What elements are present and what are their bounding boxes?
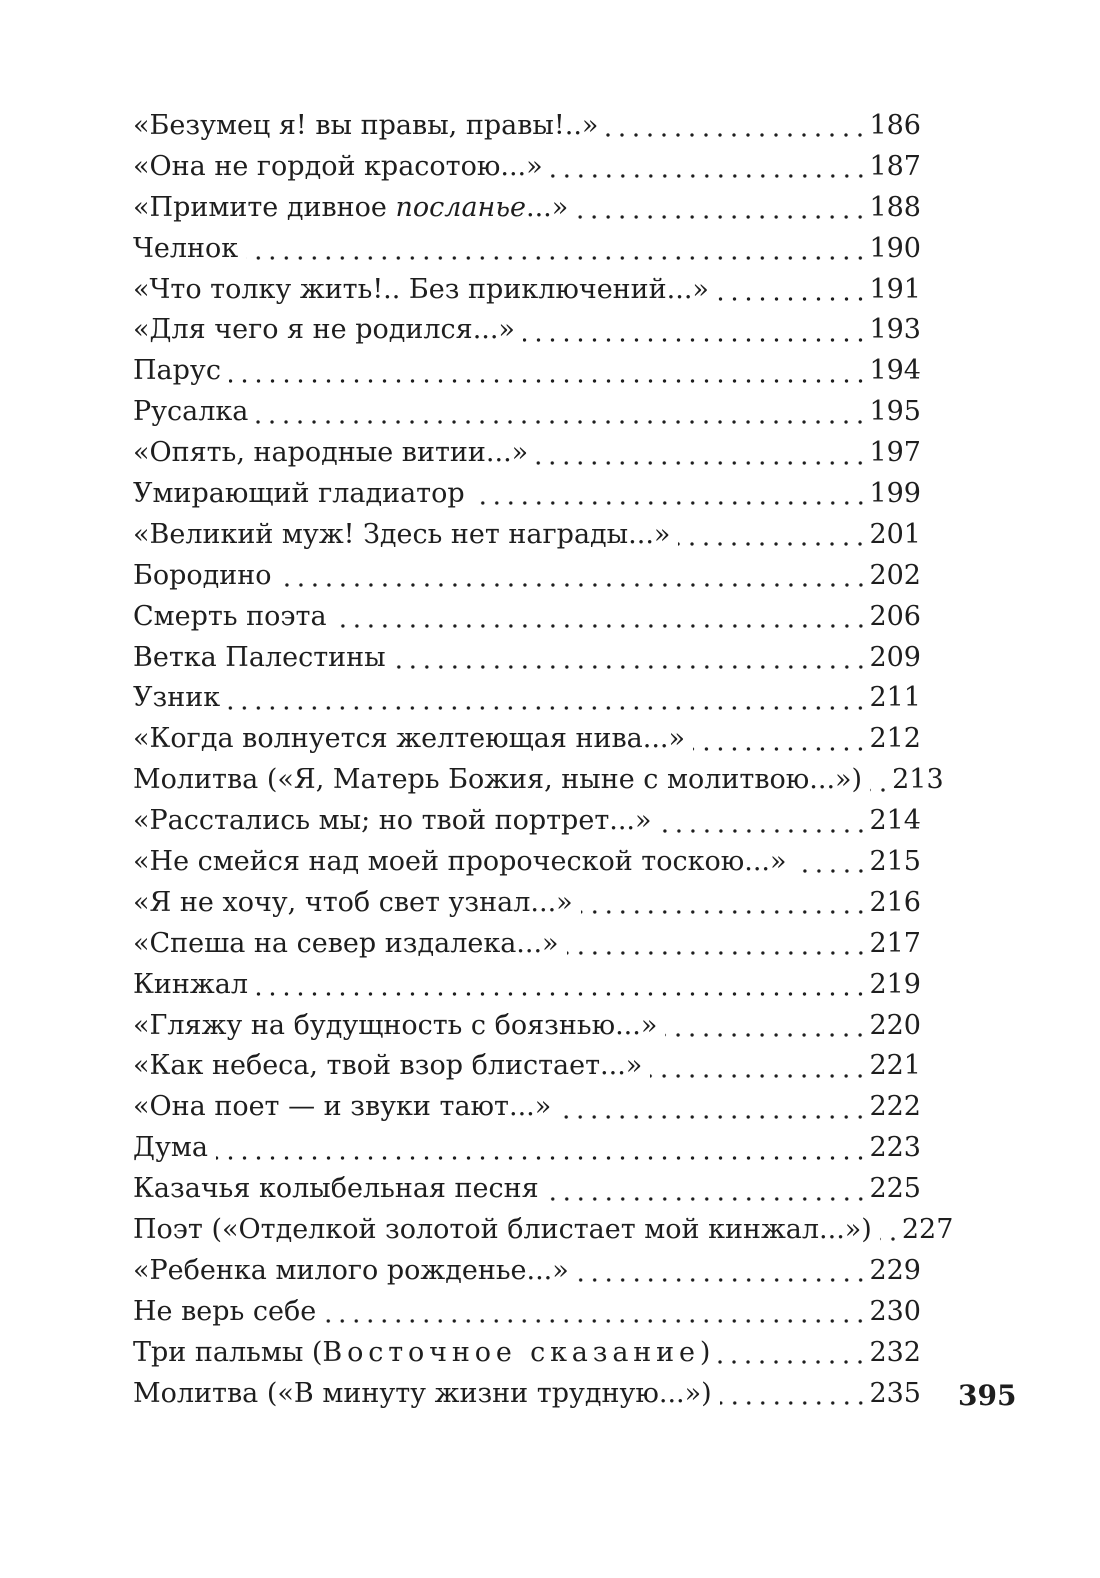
- toc-entry-page: 229: [869, 1254, 921, 1286]
- toc-entry-title: Кинжал: [133, 968, 248, 1000]
- dot-leader: [577, 1277, 868, 1283]
- toc-entry-title-part: ...»: [526, 191, 569, 223]
- toc-entry-title: Умирающий гладиатор: [133, 478, 465, 510]
- toc-entry-title: Казачья колыбельная песня: [133, 1173, 539, 1205]
- toc-entry: [133, 1128, 921, 1169]
- toc-entry-page: 235: [869, 1377, 921, 1409]
- toc-entry: [133, 515, 921, 556]
- toc-entry-page: 220: [869, 1009, 921, 1041]
- toc-entry-title: [133, 1333, 716, 1374]
- toc-entry-title: Челнок: [133, 232, 239, 264]
- toc-entry: [133, 147, 921, 188]
- toc-entry-title-part: «Примите дивное: [133, 191, 396, 223]
- toc-entry-page: 191: [869, 273, 921, 305]
- toc-entry: [133, 597, 921, 638]
- toc-entry: [133, 760, 944, 801]
- toc-entry: [133, 1333, 921, 1374]
- toc-entry-title: «Спеша на север издалека...»: [133, 927, 559, 959]
- dot-leader: [880, 1236, 900, 1242]
- toc-entry-title: [133, 188, 574, 229]
- toc-entry-title-part: посланье: [395, 191, 527, 223]
- toc-entry-title: Ветка Палестины: [133, 641, 386, 673]
- dot-leader: [547, 1196, 868, 1202]
- toc-entry: [133, 1006, 921, 1047]
- toc-entry: [133, 229, 921, 270]
- dot-leader: [559, 1114, 867, 1120]
- dot-leader: [567, 950, 868, 956]
- toc-entry: [133, 270, 921, 311]
- toc-entry-page: 227: [901, 1214, 954, 1246]
- toc-entry: [133, 801, 921, 842]
- toc-entry-page: 217: [869, 927, 921, 959]
- dot-leader: [280, 582, 868, 588]
- toc-entry-page: 201: [869, 518, 921, 550]
- toc-entry: [133, 719, 921, 760]
- dot-leader: [720, 1400, 868, 1406]
- toc-entry-page: 221: [869, 1050, 921, 1082]
- toc-entry-title: Молитва («Я, Матерь Божия, ныне с молитвою...»): [133, 764, 863, 796]
- toc-entry-page: 215: [869, 846, 921, 878]
- toc-entry-title: «Расстались мы; но твой портрет...»: [133, 805, 652, 837]
- dot-leader: [678, 541, 867, 547]
- toc-entry-page: 212: [869, 723, 921, 755]
- dot-leader: [717, 296, 868, 302]
- toc-entry-title: «Для чего я не родился...»: [133, 314, 515, 346]
- toc-entry-title: «Как небеса, твой взор блистает...»: [133, 1050, 643, 1082]
- toc-entry-title: Русалка: [133, 396, 249, 428]
- toc-entry-page: 188: [869, 191, 921, 223]
- toc-entry-page: 214: [869, 805, 921, 837]
- toc-entry: [133, 1292, 921, 1333]
- toc-entry-title: «Опять, народные витии...»: [133, 437, 529, 469]
- toc-entry-page: 222: [869, 1091, 921, 1123]
- page-number: 395: [958, 1379, 1017, 1412]
- toc-entry-title: Поэт («Отделкой золотой блистает мой кинжал...»): [133, 1214, 872, 1246]
- toc-entry-page: 230: [869, 1295, 921, 1327]
- toc-entry-page: 202: [869, 559, 921, 591]
- dot-leader: [536, 460, 867, 466]
- dot-leader: [606, 132, 867, 138]
- toc-entry: [133, 106, 921, 147]
- dot-leader: [870, 787, 890, 793]
- dot-leader: [650, 1073, 867, 1079]
- toc-entry-page: 216: [869, 886, 921, 918]
- toc-entry: [133, 392, 921, 433]
- toc-entry-page: 194: [869, 355, 921, 387]
- toc-entry-title: Бородино: [133, 559, 272, 591]
- dot-leader: [324, 1318, 867, 1324]
- toc-entry: [133, 1210, 954, 1251]
- dot-leader: [795, 868, 868, 874]
- toc-entry-page: 225: [869, 1173, 921, 1205]
- toc-entry: [133, 310, 921, 351]
- toc-entry-title: Смерть поэта: [133, 600, 327, 632]
- toc-entry-title: Узник: [133, 682, 221, 714]
- dot-leader: [335, 623, 868, 629]
- toc-entry-title: «Я не хочу, чтоб свет узнал...»: [133, 886, 573, 918]
- dot-leader: [551, 173, 868, 179]
- toc-entry-title: Дума: [133, 1132, 208, 1164]
- toc-entry: [133, 842, 921, 883]
- toc-entry-page: 186: [869, 110, 921, 141]
- toc-entry-title: «Что толку жить!.. Без приключений...»: [133, 273, 709, 305]
- toc-entry-title: «Она не гордой красотою...»: [133, 150, 543, 182]
- toc-entry: [133, 965, 921, 1006]
- toc-entry: [133, 924, 921, 965]
- dot-leader: [576, 214, 867, 220]
- toc-entry: [133, 883, 921, 924]
- toc-entry: [133, 351, 921, 392]
- toc-entry-title-part: Три пальмы (: [133, 1336, 323, 1368]
- dot-leader: [394, 664, 868, 670]
- toc-entry-title-part: Восточное сказание: [322, 1336, 700, 1368]
- dot-leader: [216, 1155, 868, 1161]
- dot-leader: [228, 705, 867, 711]
- toc-entry-title: «Она поет — и звуки тают...»: [133, 1091, 552, 1123]
- toc-entry-page: 190: [869, 232, 921, 264]
- toc-entry-title: Парус: [133, 355, 221, 387]
- dot-leader: [665, 1032, 867, 1038]
- toc-entry-page: 209: [869, 641, 921, 673]
- toc-entry-title: «Когда волнуется желтеющая нива...»: [133, 723, 686, 755]
- toc-entry: [133, 638, 921, 679]
- dot-leader: [246, 255, 867, 261]
- toc-entry: [133, 1251, 921, 1292]
- toc-entry: [133, 678, 921, 719]
- dot-leader: [693, 746, 867, 752]
- dot-leader: [256, 419, 867, 425]
- toc-entry-page: 211: [869, 682, 921, 714]
- toc-entry-title: «Безумец я! вы правы, правы!..»: [133, 110, 599, 141]
- toc-entry-page: 219: [869, 968, 921, 1000]
- toc-entry: [133, 1169, 921, 1210]
- toc-entry-title: «Гляжу на будущность с боязнью...»: [133, 1009, 658, 1041]
- toc-entry-title: Молитва («В минуту жизни трудную...»): [133, 1377, 712, 1409]
- toc-entry: [133, 188, 921, 229]
- toc-entry-page: 187: [869, 150, 921, 182]
- toc-entry-page: 213: [892, 764, 944, 796]
- dot-leader: [718, 1359, 867, 1365]
- toc-entry-page: 195: [869, 396, 921, 428]
- toc-entry: [133, 1374, 921, 1415]
- toc-entry-page: 197: [869, 437, 921, 469]
- toc-entry: [133, 474, 921, 515]
- toc-entry: [133, 433, 921, 474]
- dot-leader: [581, 909, 868, 915]
- dot-leader: [473, 500, 868, 506]
- toc-entry-page: 193: [869, 314, 921, 346]
- toc-entry: [133, 556, 921, 597]
- toc-entry-page: 199: [869, 478, 921, 510]
- dot-leader: [660, 828, 868, 834]
- toc-entry-title: Не верь себе: [133, 1295, 317, 1327]
- dot-leader: [256, 991, 867, 997]
- table-of-contents: [133, 106, 954, 1415]
- toc-entry-page: 232: [869, 1336, 921, 1368]
- toc-entry-page: 206: [869, 600, 921, 632]
- toc-entry-title-part: ): [699, 1336, 711, 1368]
- toc-entry-title: «Не смейся над моей пророческой тоскою...»: [133, 846, 787, 878]
- toc-entry-page: 223: [869, 1132, 921, 1164]
- toc-entry: [133, 1087, 921, 1128]
- dot-leader: [523, 337, 867, 343]
- toc-entry: [133, 1046, 921, 1087]
- toc-entry-title: «Великий муж! Здесь нет награды...»: [133, 518, 671, 550]
- dot-leader: [229, 378, 868, 384]
- toc-entry-title: «Ребенка милого рожденье...»: [133, 1254, 569, 1286]
